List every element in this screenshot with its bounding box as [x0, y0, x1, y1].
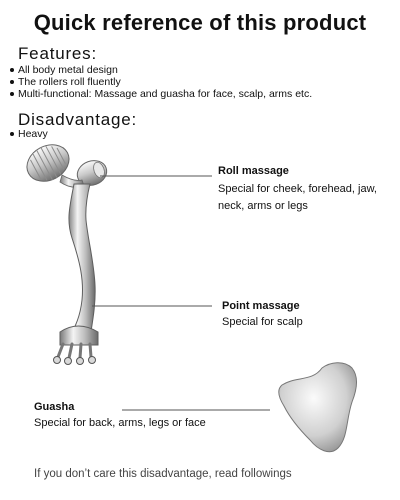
feature-item: All body metal design	[10, 64, 312, 76]
point-massage-title: Point massage	[222, 300, 300, 312]
features-heading: Features:	[18, 44, 98, 63]
disadvantage-heading: Disadvantage:	[18, 110, 138, 129]
guasha-text: Special for back, arms, legs or face	[34, 417, 206, 429]
handle-icon	[68, 184, 95, 338]
feature-item: Multi-functional: Massage and guasha for face, scalp, arms etc.	[10, 88, 312, 100]
point-massage-head-icon	[54, 326, 99, 365]
guasha-title: Guasha	[34, 401, 75, 413]
page-title: Quick reference of this product	[33, 10, 367, 35]
footer-note: If you don’t care this disadvantage, read followings	[34, 468, 292, 480]
feature-item: The rollers roll fluently	[10, 76, 312, 88]
disadvantage-item: Heavy	[10, 128, 48, 140]
guasha-callout	[34, 401, 224, 432]
roll-massage-title: Roll massage	[218, 165, 289, 177]
roll-massage-text: Special for cheek, forehead, jaw, neck, arms or legs	[218, 183, 377, 212]
roll-massage-callout	[218, 165, 394, 215]
guasha-board-icon	[279, 363, 357, 452]
point-massage-callout	[222, 300, 392, 331]
point-massage-text: Special for scalp	[222, 316, 303, 328]
